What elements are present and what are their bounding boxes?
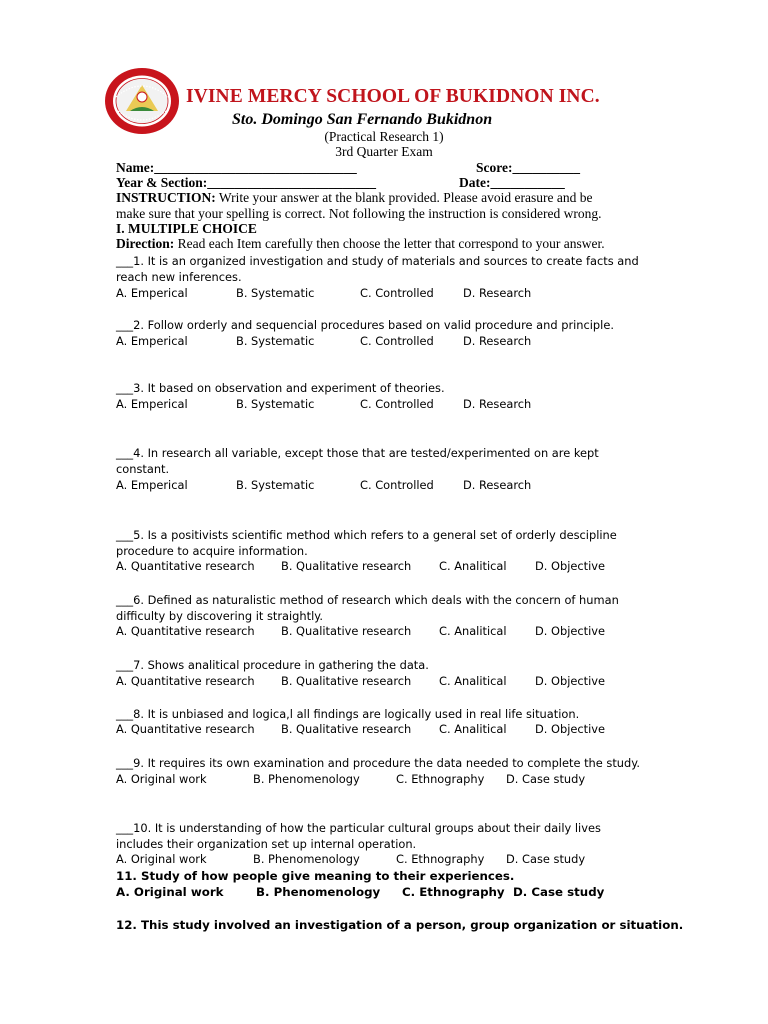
options-4 <box>116 478 676 494</box>
option-c: C. Controlled <box>360 478 434 492</box>
question-text: ___3. It based on observation and experiment of theories. <box>116 381 445 395</box>
option-d: D. Objective <box>535 722 606 736</box>
question-11 <box>116 868 514 884</box>
options-3 <box>116 397 676 413</box>
option-a: A. Emperical <box>116 478 188 492</box>
instruction-label: INSTRUCTION: <box>116 190 216 205</box>
option-d: D. Case study <box>506 772 586 786</box>
option-c: C. Controlled <box>360 334 434 348</box>
option-a: A. Emperical <box>116 286 188 300</box>
option-b: B. Systematic <box>236 397 315 411</box>
option-a: A. Emperical <box>116 334 188 348</box>
question-text: ___10. It is understanding of how the particular cultural groups about their daily lives <box>116 821 601 835</box>
option-c: C. Analitical <box>439 674 507 688</box>
question-text: ___9. It requires its own examination and procedure the data needed to complete the study. <box>116 756 640 770</box>
options-11 <box>116 885 676 901</box>
direction-text: Read each Item carefully then choose the letter that correspond to your answer. <box>174 236 605 251</box>
option-d: D. Case study <box>506 852 586 866</box>
direction-label: Direction: <box>116 236 175 251</box>
option-c: C. Analitical <box>439 624 507 638</box>
option-a: A. Quantitative research <box>116 722 255 736</box>
option-c: C. Controlled <box>360 397 434 411</box>
question-text: 11. Study of how people give meaning to their experiences. <box>116 869 515 883</box>
option-d: D. Objective <box>535 674 606 688</box>
question-text: ___5. Is a positivists scientific method which refers to a general set of orderly descipline <box>116 528 617 542</box>
question-text: ___2. Follow orderly and sequencial procedures based on valid procedure and principle. <box>116 318 614 332</box>
question-6 <box>116 592 619 624</box>
question-text: ___7. Shows analitical procedure in gathering the data. <box>116 658 429 672</box>
question-text: constant. <box>116 462 170 476</box>
question-text: 12. This study involved an investigation of a person, group organization or situation. <box>116 918 684 932</box>
option-d: D. Objective <box>535 624 606 638</box>
options-8 <box>116 722 676 738</box>
school-address: Sto. Domingo San Fernando Bukidnon <box>232 111 493 128</box>
instruction-text-1: Write your answer at the blank provided. Please avoid erasure and be <box>215 190 593 205</box>
date-field: Date:___________ <box>459 175 565 190</box>
option-b: B. Systematic <box>236 478 315 492</box>
exam-title: 3rd Quarter Exam <box>335 144 433 159</box>
question-text: ___1. It is an organized investigation and study of materials and sources to create facts and <box>116 254 639 268</box>
option-a: A. Original work <box>116 772 207 786</box>
options-6 <box>116 624 676 640</box>
option-b: B. Phenomenology <box>253 772 360 786</box>
option-c: C. Ethnography <box>396 852 485 866</box>
option-a: A. Quantitative research <box>116 674 255 688</box>
direction-line <box>116 236 605 252</box>
question-text: ___8. It is unbiased and logica,l all findings are logically used in real life situation. <box>116 707 580 721</box>
option-b: B. Qualitative research <box>281 624 412 638</box>
question-text: ___6. Defined as naturalistic method of research which deals with the concern of human <box>116 593 619 607</box>
question-text: difficulty by discovering it straightly. <box>116 609 323 623</box>
option-b: B. Phenomenology <box>253 852 360 866</box>
option-a: A. Emperical <box>116 397 188 411</box>
options-7 <box>116 674 676 690</box>
section-title: I. MULTIPLE CHOICE <box>116 221 257 236</box>
option-b: B. Qualitative research <box>281 722 412 736</box>
option-c: C. Analitical <box>439 722 507 736</box>
option-c: C. Analitical <box>439 559 507 573</box>
options-5 <box>116 559 676 575</box>
option-a: A. Quantitative research <box>116 624 255 638</box>
option-a: A. Original work <box>116 885 224 899</box>
option-b: B. Systematic <box>236 334 315 348</box>
question-5 <box>116 527 617 559</box>
option-c: C. Ethnography <box>396 772 485 786</box>
score-field: Score:__________ <box>476 160 580 175</box>
question-2 <box>116 317 614 333</box>
instruction-line-1 <box>116 190 592 206</box>
options-1 <box>116 286 676 302</box>
question-text: includes their organization set up internal operation. <box>116 837 417 851</box>
question-9 <box>116 755 640 771</box>
option-d: D. Research <box>463 334 532 348</box>
option-a: A. Quantitative research <box>116 559 255 573</box>
question-1 <box>116 253 639 285</box>
option-c: C. Controlled <box>360 286 434 300</box>
option-d: D. Objective <box>535 559 606 573</box>
question-4 <box>116 445 599 477</box>
options-10 <box>116 852 676 868</box>
question-12 <box>116 917 683 933</box>
option-b: B. Phenomenology <box>256 885 381 899</box>
option-a: A. Original work <box>116 852 207 866</box>
question-text: procedure to acquire information. <box>116 544 308 558</box>
option-d: D. Research <box>463 286 532 300</box>
name-field: Name:______________________________ <box>116 160 357 175</box>
options-2 <box>116 334 676 350</box>
question-3 <box>116 380 445 396</box>
question-8 <box>116 706 579 722</box>
option-b: B. Qualitative research <box>281 674 412 688</box>
question-text: reach new inferences. <box>116 270 242 284</box>
option-c: C. Ethnography <box>402 885 505 899</box>
option-d: D. Research <box>463 478 532 492</box>
question-7 <box>116 657 429 673</box>
subject-title: (Practical Research 1) <box>324 129 444 144</box>
question-10 <box>116 820 601 852</box>
instruction-line-2: make sure that your spelling is correct. Not following the instruction is considered wrong. <box>116 206 602 221</box>
school-name: IVINE MERCY SCHOOL OF BUKIDNON INC. <box>186 86 600 107</box>
option-b: B. Qualitative research <box>281 559 412 573</box>
school-logo <box>104 67 180 135</box>
options-9 <box>116 772 676 788</box>
question-text: ___4. In research all variable, except those that are tested/experimented on are kept <box>116 446 599 460</box>
option-b: B. Systematic <box>236 286 315 300</box>
option-d: D. Research <box>463 397 532 411</box>
year-section-field: Year & Section:_________________________ <box>116 175 376 190</box>
option-d: D. Case study <box>513 885 605 899</box>
